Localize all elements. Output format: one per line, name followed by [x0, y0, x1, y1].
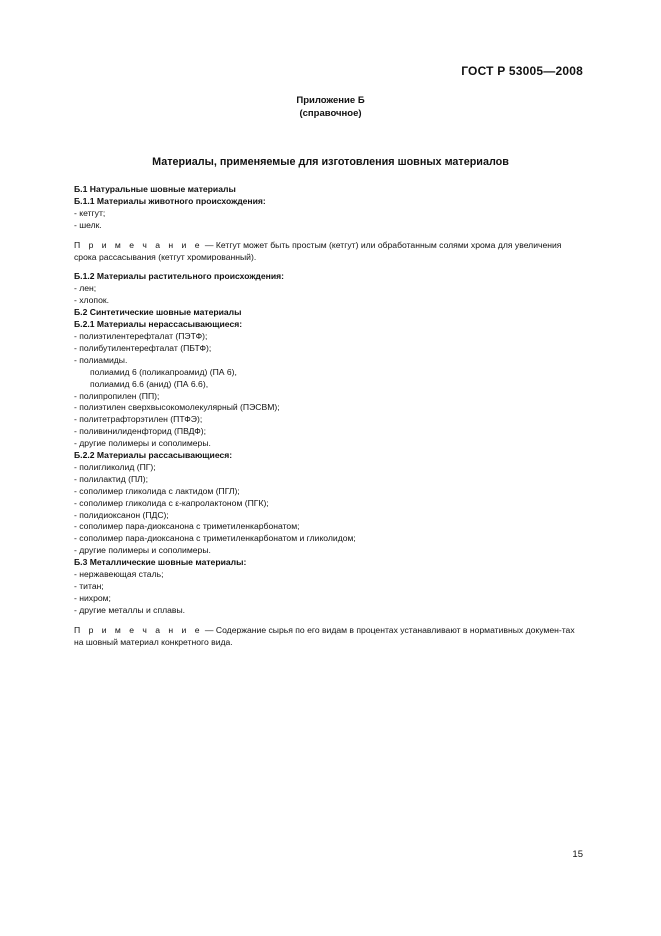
page-number: 15 — [572, 849, 583, 860]
note-label: П р и м е ч а н и е — [74, 624, 203, 635]
list-item: - полиамиды. — [74, 354, 128, 365]
section-b11-heading: Б.1.1 Материалы животного происхождения: — [74, 195, 266, 206]
list-item: - шелк. — [74, 219, 102, 230]
standard-code: ГОСТ Р 53005—2008 — [461, 64, 583, 78]
section-b21-heading: Б.2.1 Материалы нерассасывающиеся: — [74, 319, 243, 330]
section-b2-heading: Б.2 Синтетические шовные материалы — [74, 307, 242, 318]
sub-list-item: полиамид 6 (поликапроамид) (ПА 6), — [90, 366, 237, 377]
list-item: - лен; — [74, 283, 97, 294]
page-title: Материалы, применяемые для изготовления шовных материалов — [152, 156, 509, 168]
list-item: - поливинилиденфторид (ПВДФ); — [74, 426, 207, 437]
list-item: - полигликолид (ПГ); — [74, 461, 156, 472]
note-2 — [74, 625, 584, 649]
list-item: - другие полимеры и сополимеры. — [74, 438, 211, 449]
list-item: - нихром; — [74, 592, 111, 603]
list-item: - кетгут; — [74, 207, 106, 218]
list-item: - хлопок. — [74, 295, 110, 306]
note-text: — Кетгут может быть простым (кетгут) или обработанным солями хрома для увеличения срока рассасывания (кетгут хромированный). — [74, 239, 562, 262]
list-item: - полидиоксанон (ПДС); — [74, 509, 169, 520]
appendix-subtitle: (справочное) — [299, 108, 362, 119]
list-item: - нержавеющая сталь; — [74, 569, 164, 580]
list-item: - другие полимеры и сополимеры. — [74, 545, 211, 556]
section-b3-heading: Б.3 Металлические шовные материалы: — [74, 557, 247, 568]
list-item: - титан; — [74, 581, 104, 591]
note-1 — [74, 240, 584, 264]
section-b1-heading: Б.1 Натуральные шовные материалы — [74, 184, 236, 194]
appendix-title: Приложение Б — [296, 95, 365, 106]
note-label: П р и м е ч а н и е — [74, 239, 203, 250]
list-item: - полибутилентерефталат (ПБТФ); — [74, 342, 212, 353]
list-item: - полиэтилен сверхвысокомолекулярный (ПЭСВМ); — [74, 402, 280, 413]
list-item: - сополимер гликолида с ε-капролактоном (ПГК); — [74, 497, 269, 508]
appendix-heading — [0, 94, 661, 120]
list-item: - сополимер пара-диоксанона с триметиленкарбонатом и гликолидом; — [74, 533, 356, 544]
list-item: - сополимер пара-диоксанона с триметиленкарбонатом; — [74, 521, 300, 532]
section-b12-heading: Б.1.2 Материалы растительного происхождения: — [74, 271, 285, 282]
list-item: - полиэтилентерефталат (ПЭТФ); — [74, 330, 208, 341]
list-item: - полилактид (ПЛ); — [74, 473, 149, 484]
sub-list-item: полиамид 6.6 (анид) (ПА 6.6), — [90, 378, 209, 389]
list-item: - полипропилен (ПП); — [74, 390, 160, 401]
note-text: — Содержание сырья по его видам в процентах устанавливают в нормативных докумен-тах на шовный материал конкретного вида. — [74, 624, 575, 647]
section-b22-heading: Б.2.2 Материалы рассасывающиеся: — [74, 450, 233, 461]
list-item: - сополимер гликолида с лактидом (ПГЛ); — [74, 485, 240, 496]
list-item: - другие металлы и сплавы. — [74, 604, 186, 615]
document-body — [74, 184, 584, 657]
list-item: - политетрафторэтилен (ПТФЭ); — [74, 414, 203, 425]
